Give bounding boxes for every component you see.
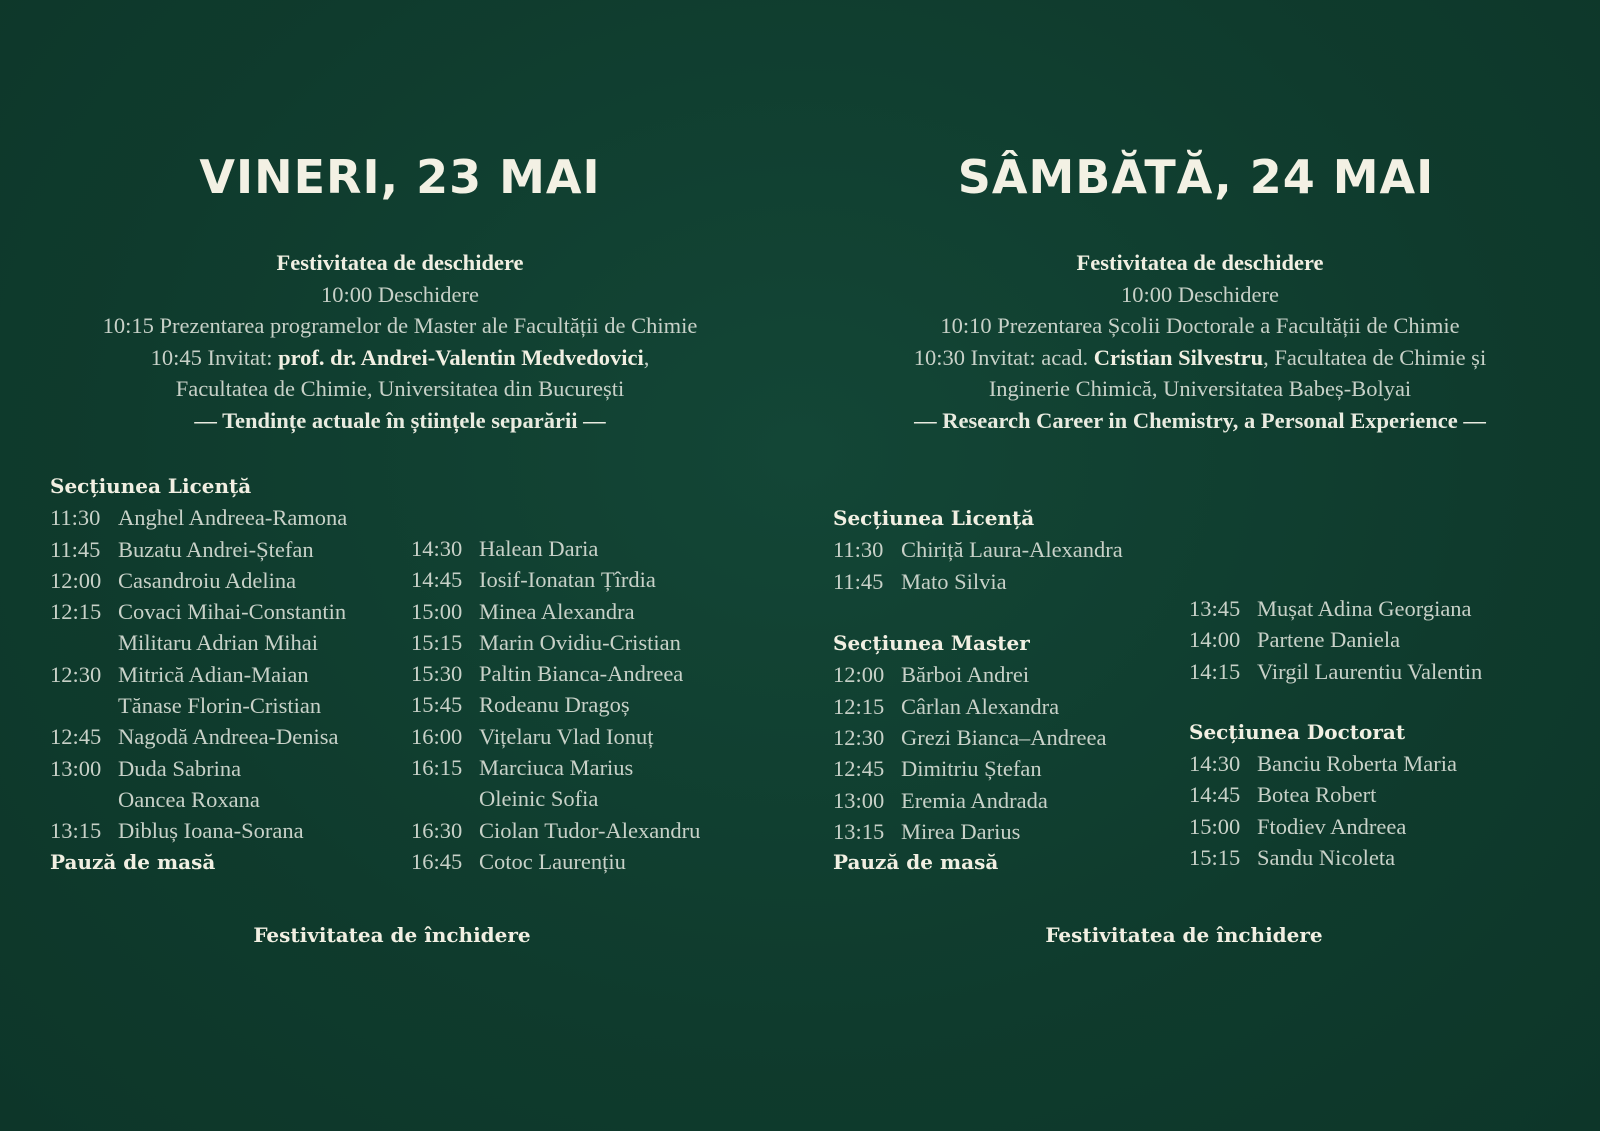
entry-time: 13:45	[1189, 596, 1241, 621]
entry-name: Banciu Roberta Maria	[1257, 751, 1457, 777]
schedule-list	[833, 659, 1123, 847]
entry-name: Grezi Bianca–Andreea	[901, 725, 1107, 751]
invited-prefix: 10:30 Invitat: acad.	[913, 344, 1094, 370]
opening-line: 10:10 Prezentarea Școlii Doctorale a Facultății de Chimie	[940, 313, 1460, 338]
friday-schedule-col1	[50, 471, 347, 878]
invited-suffix: ,	[643, 344, 650, 370]
opening-line: Inginerie Chimică, Universitatea Babeș-Bolyai	[988, 376, 1412, 401]
entry-time: 14:45	[1189, 782, 1241, 808]
entry-name: Vițelaru Vlad Ionuț	[479, 723, 654, 749]
entry-name: Casandroiu Adelina	[118, 567, 297, 593]
entry-name: Botea Robert	[1257, 782, 1377, 808]
entry-time: 16:30	[411, 817, 463, 843]
invited-name: Cristian Silvestru	[1093, 344, 1264, 370]
entry-name: Sandu Nicoleta	[1257, 845, 1396, 871]
schedule-entry	[1189, 593, 1482, 624]
opening-line: 10:00 Deschidere	[1120, 281, 1280, 307]
schedule-entry	[50, 596, 347, 627]
section-heading: Secțiunea Doctorat	[1189, 719, 1406, 744]
schedule-entry	[833, 659, 1123, 690]
entry-time: 11:30	[833, 537, 884, 563]
entry-name: Minea Alexandra	[479, 598, 635, 624]
entry-time: 14:30	[1189, 751, 1241, 777]
entry-name: Paltin Bianca-Andreea	[479, 661, 684, 687]
schedule-entry	[833, 722, 1123, 753]
entry-time: 15:15	[411, 629, 463, 655]
entry-name: Bărboi Andrei	[901, 662, 1030, 688]
entry-time: 15:00	[411, 598, 463, 624]
schedule-entry	[833, 691, 1123, 722]
entry-time: 11:45	[833, 568, 884, 594]
schedule-entry	[50, 565, 347, 596]
schedule-entry	[411, 564, 700, 595]
entry-time: 12:30	[50, 661, 102, 687]
schedule-entry	[50, 534, 347, 565]
entry-time: 13:00	[833, 787, 885, 813]
entry-name: Ciolan Tudor-Alexandru	[479, 817, 701, 843]
entry-name: Cârlan Alexandra	[901, 693, 1060, 719]
entry-name: Militaru Adrian Mihai	[118, 630, 318, 656]
schedule-entry	[50, 721, 347, 752]
entry-time: 14:00	[1189, 627, 1241, 653]
opening-line: Facultatea de Chimie, Universitatea din București	[175, 376, 625, 401]
entry-time: 12:45	[833, 756, 885, 782]
entry-name: Marciuca Marius	[479, 755, 634, 781]
schedule-entry	[1189, 811, 1482, 842]
entry-time: 13:00	[50, 755, 102, 781]
entry-name: Duda Sabrina	[118, 755, 242, 781]
entry-time: 11:45	[50, 536, 101, 562]
saturday-closing: Festivitatea de închidere	[1045, 923, 1323, 947]
lunch-break: Pauză de masă	[50, 849, 216, 874]
friday-opening	[0, 247, 800, 436]
section-heading: Secțiunea Master	[833, 631, 1030, 656]
section-heading: Secțiunea Licență	[833, 506, 1035, 530]
invited-suffix: , Facultatea de Chimie și	[1263, 344, 1487, 370]
entry-name: Oleinic Sofia	[479, 786, 599, 812]
schedule-list	[833, 534, 1123, 597]
entry-name: Mato Silvia	[901, 568, 1007, 594]
saturday-title: SÂMBĂTĂ, 24 MAI	[957, 150, 1435, 204]
entry-name: Partene Daniela	[1257, 627, 1401, 653]
saturday-schedule-col2	[1189, 593, 1482, 873]
schedule-entry	[1189, 748, 1482, 779]
spacer	[1189, 687, 1482, 717]
schedule-entry	[411, 721, 700, 752]
opening-heading: Festivitatea de deschidere	[1076, 250, 1324, 275]
entry-name: Rodeanu Dragoș	[479, 692, 630, 718]
schedule-entry	[50, 784, 347, 815]
entry-name: Mirea Darius	[901, 818, 1021, 844]
opening-line: 10:00 Deschidere	[320, 281, 480, 307]
schedule-entry	[50, 690, 347, 721]
schedule-entry	[50, 815, 347, 846]
invited-name: prof. dr. Andrei-Valentin Medvedovici	[278, 344, 644, 370]
talk-title: — Research Career in Chemistry, a Personal Experience —	[914, 407, 1486, 433]
opening-line	[0, 342, 800, 374]
schedule-entry	[50, 627, 347, 658]
entry-name: Dimitriu Ștefan	[901, 756, 1042, 782]
entry-time: 12:00	[50, 567, 102, 593]
schedule-entry	[411, 815, 700, 846]
entry-name: Halean Daria	[479, 536, 599, 561]
opening-heading: Festivitatea de deschidere	[276, 250, 524, 275]
schedule-entry	[1189, 656, 1482, 687]
schedule-list	[1189, 748, 1482, 873]
friday-schedule-col2	[411, 533, 700, 877]
entry-time: 14:30	[411, 536, 463, 561]
schedule-entry	[833, 753, 1123, 784]
schedule-entry	[411, 783, 700, 814]
schedule-list	[50, 502, 347, 846]
entry-name: Nagodă Andreea-Denisa	[118, 724, 339, 750]
entry-name: Covaci Mihai-Constantin	[118, 599, 347, 625]
entry-time: 15:45	[411, 692, 463, 718]
entry-time: 13:15	[833, 818, 885, 844]
schedule-entry	[50, 659, 347, 690]
entry-name: Dibluș Ioana-Sorana	[118, 818, 304, 844]
schedule-entry	[833, 816, 1123, 847]
entry-time: 16:15	[411, 755, 463, 781]
saturday-schedule-col1	[833, 503, 1123, 879]
entry-time: 15:00	[1189, 813, 1241, 839]
entry-name: Buzatu Andrei-Ștefan	[118, 536, 314, 562]
entry-name: Mitrică Adian-Maian	[118, 661, 309, 687]
schedule-entry	[411, 596, 700, 627]
schedule-entry	[50, 502, 347, 533]
entry-name: Cotoc Laurențiu	[479, 848, 626, 874]
schedule-entry	[833, 566, 1123, 597]
entry-name: Iosif-Ionatan Țîrdia	[479, 567, 656, 593]
entry-name: Marin Ovidiu-Cristian	[479, 629, 681, 655]
entry-time: 12:30	[833, 725, 885, 751]
schedule-entry	[50, 753, 347, 784]
schedule-entry	[411, 846, 700, 877]
entry-time: 12:15	[50, 599, 102, 625]
entry-name: Mușat Adina Georgiana	[1257, 596, 1472, 621]
section-heading: Secțiunea Licență	[50, 474, 252, 498]
entry-time: 16:00	[411, 723, 463, 749]
schedule-entry	[411, 658, 700, 689]
invited-prefix: 10:45 Invitat:	[150, 344, 279, 370]
friday-closing: Festivitatea de închidere	[253, 923, 531, 947]
entry-name: Chiriță Laura-Alexandra	[901, 537, 1123, 563]
schedule-entry	[411, 627, 700, 658]
opening-line: 10:15 Prezentarea programelor de Master ale Facultății de Chimie	[102, 313, 698, 338]
entry-time: 14:45	[411, 567, 463, 593]
schedule-entry	[1189, 624, 1482, 655]
opening-line	[800, 342, 1600, 374]
schedule-entry	[411, 752, 700, 783]
spacer	[833, 597, 1123, 628]
entry-name: Anghel Andreea-Ramona	[118, 505, 348, 531]
entry-time: 15:30	[411, 661, 463, 687]
saturday-column	[800, 0, 1600, 1131]
entry-time: 13:15	[50, 818, 102, 844]
schedule-list	[411, 533, 700, 877]
entry-time: 12:45	[50, 724, 102, 750]
schedule-list	[1189, 593, 1482, 687]
schedule-entry	[411, 689, 700, 720]
lunch-break: Pauză de masă	[833, 850, 999, 875]
entry-name: Virgil Laurentiu Valentin	[1257, 658, 1483, 684]
entry-time: 16:45	[411, 848, 463, 874]
schedule-entry	[833, 785, 1123, 816]
friday-title: VINERI, 23 MAI	[199, 150, 601, 204]
schedule-entry	[833, 534, 1123, 565]
entry-name: Oancea Roxana	[118, 786, 260, 812]
entry-name: Ftodiev Andreea	[1257, 813, 1407, 839]
entry-name: Eremia Andrada	[901, 787, 1048, 813]
schedule-entry	[1189, 842, 1482, 873]
entry-time: 15:15	[1189, 845, 1241, 871]
entry-time: 14:15	[1189, 658, 1241, 684]
entry-time: 12:15	[833, 693, 885, 719]
schedule-entry	[1189, 779, 1482, 810]
entry-time: 12:00	[833, 662, 885, 688]
entry-name: Tănase Florin-Cristian	[118, 693, 322, 719]
saturday-opening	[800, 247, 1600, 436]
entry-time: 11:30	[50, 505, 101, 531]
schedule-entry	[411, 533, 700, 564]
talk-title: — Tendințe actuale în științele separării —	[194, 407, 606, 433]
